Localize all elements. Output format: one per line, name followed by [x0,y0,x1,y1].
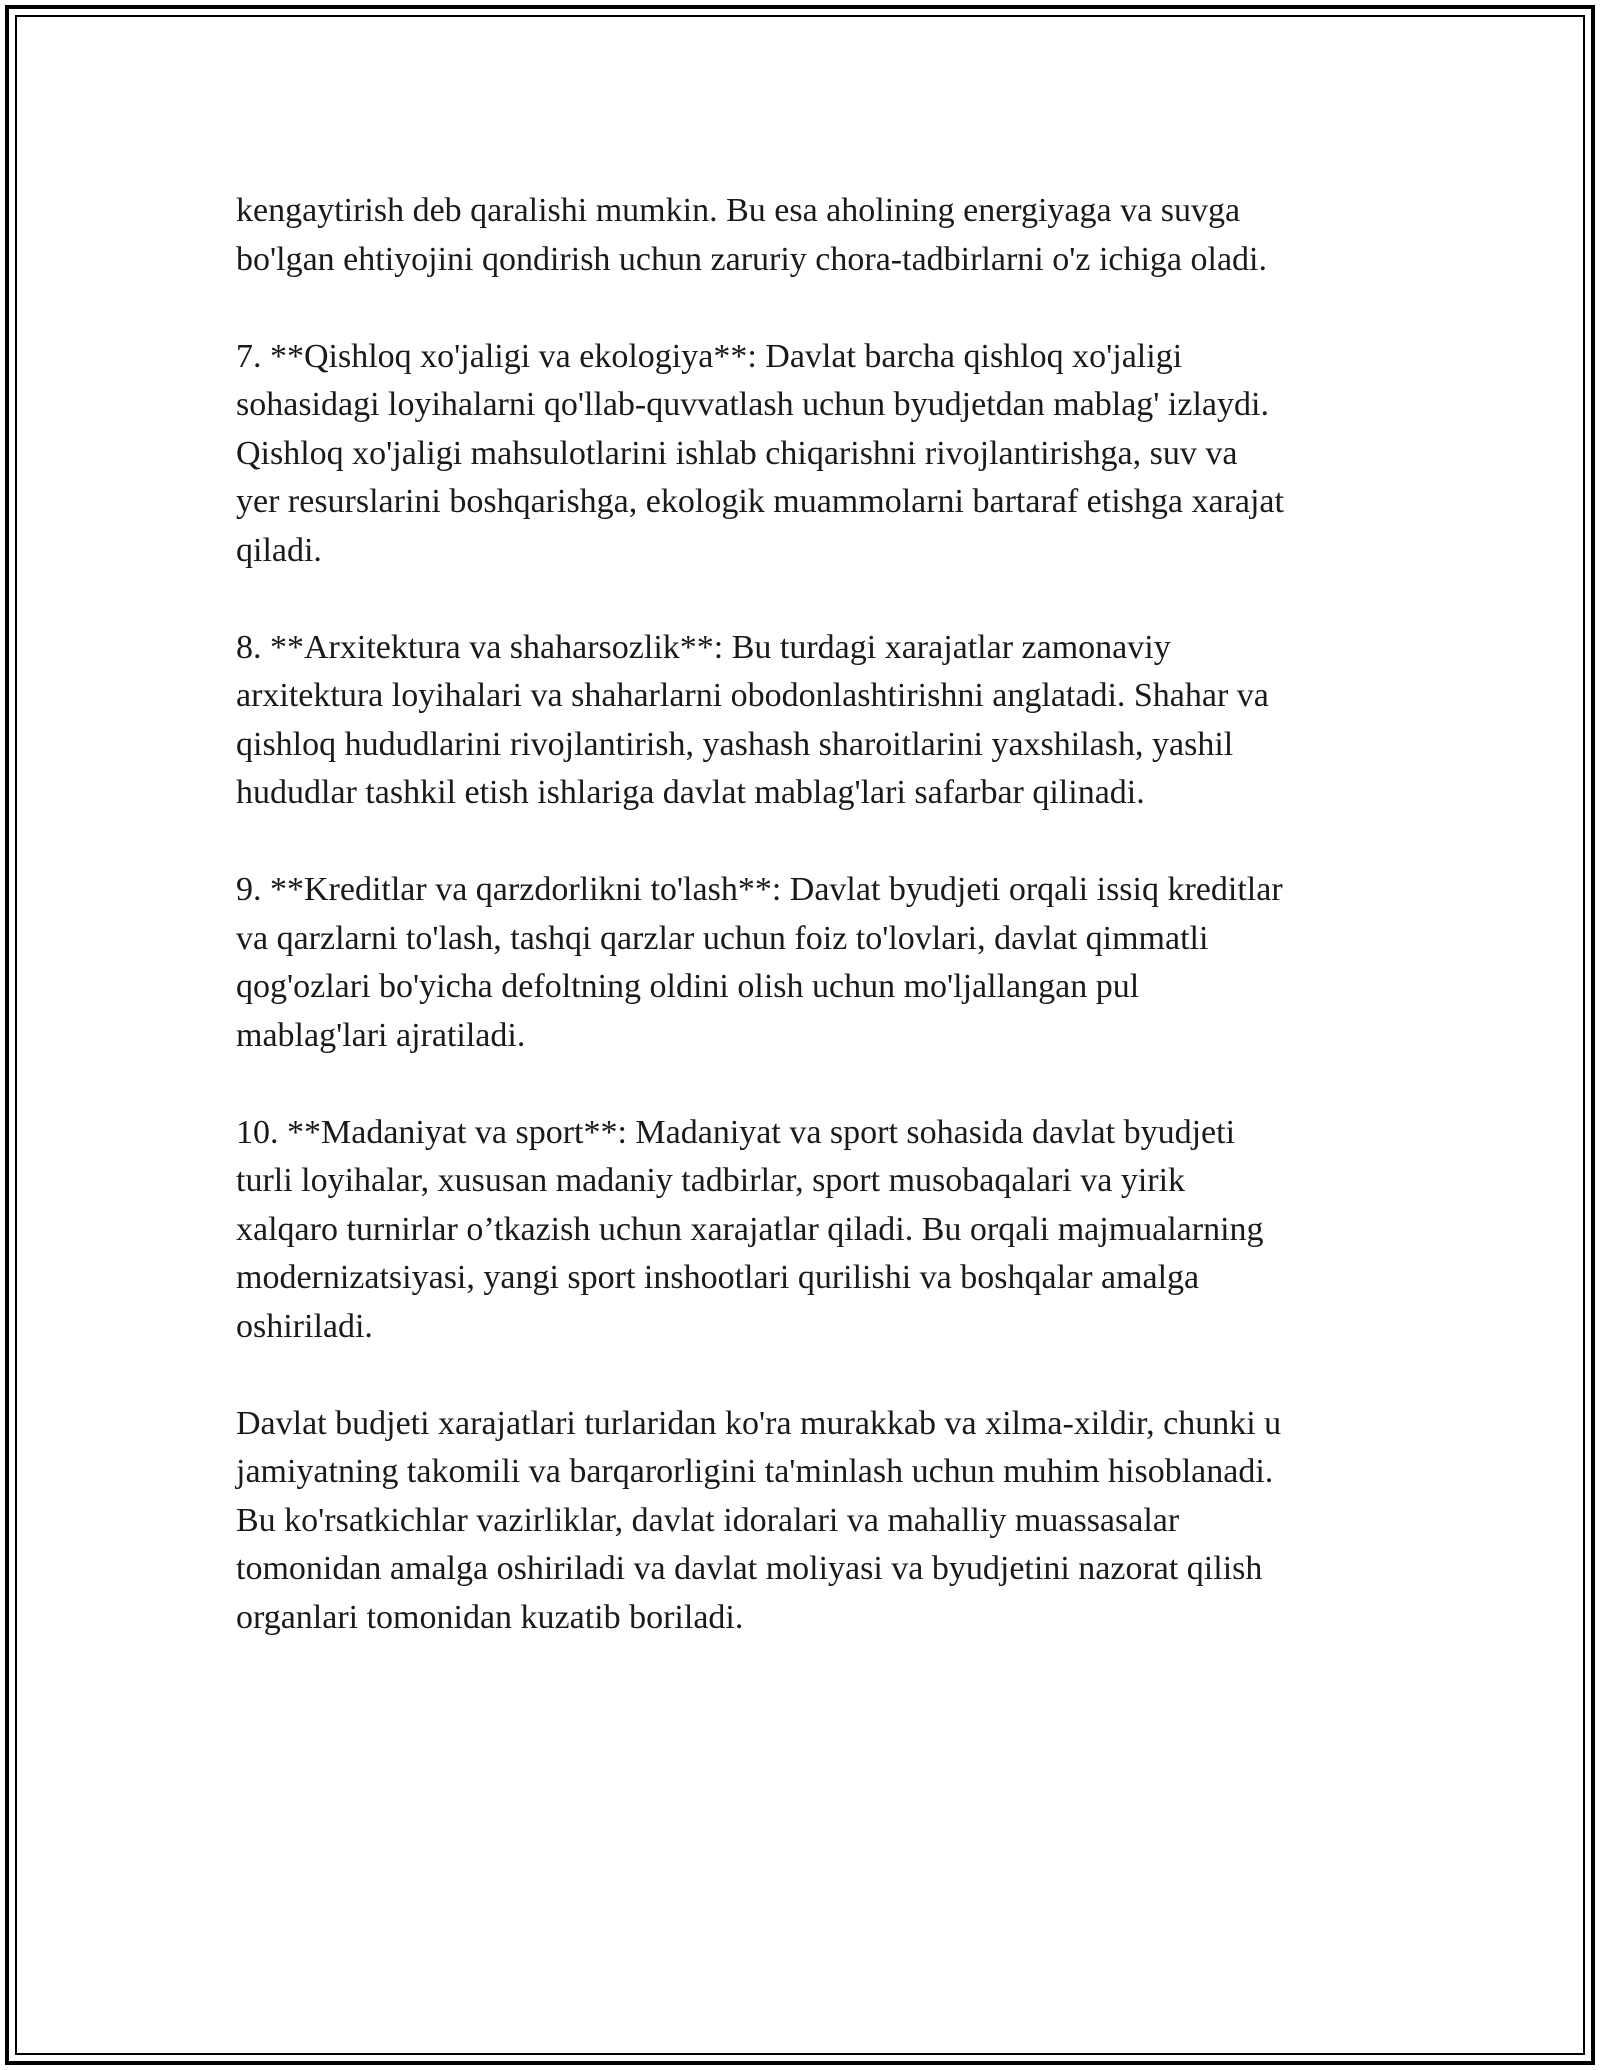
text-line: Bu ko'rsatkichlar vazirliklar, davlat idoralari va mahalliy muassasalar [236,1501,1180,1539]
paragraph-continuation [236,187,1376,284]
paragraph-item-10 [236,1109,1376,1352]
paragraph-item-8 [236,624,1376,818]
text-line: hududlar tashkil etish ishlariga davlat mablag'lari safarbar qilinadi. [236,774,1145,811]
paragraph-item-7 [236,333,1376,576]
paragraph-conclusion [236,1400,1376,1643]
text-line: yer resurslarini boshqarishga, ekologik muammolarni bartaraf etishga xarajat [236,483,1284,520]
text-line: bo'lgan ehtiyojini qondirish uchun zaruriy chora-tadbirlarni o'z ichiga oladi. [236,240,1268,278]
text-line: kengaytirish deb qaralishi mumkin. Bu esa aholining energiyaga va suvga [236,192,1241,229]
text-line: 7. **Qishloq xo'jaligi va ekologiya**: Davlat barcha qishloq xo'jaligi [236,337,1183,375]
text-line: qishloq hududlarini rivojlantirish, yashash sharoitlarini yaxshilash, yashil [236,725,1234,763]
text-line: 10. **Madaniyat va sport**: Madaniyat va sport sohasida davlat byudjeti [236,1113,1236,1151]
text-line: 9. **Kreditlar va qarzdorlikni to'lash**: Davlat byudjeti orqali issiq kreditlar [236,871,1283,908]
text-line: Qishloq xo'jaligi mahsulotlarini ishlab chiqarishni rivojlantirishga, suv va [236,434,1238,472]
text-line: jamiyatning takomili va barqarorligini ta'minlash uchun muhim hisoblanadi. [236,1453,1274,1490]
text-line: oshiriladi. [236,1307,373,1345]
text-line: va qarzlarni to'lash, tashqi qarzlar uchun foiz to'lovlari, davlat qimmatli [236,919,1209,957]
text-line: organlari tomonidan kuzatib boriladi. [236,1598,744,1636]
text-line: 8. **Arxitektura va shaharsozlik**: Bu turdagi xarajatlar zamonaviy [236,628,1171,666]
text-line: mablag'lari ajratiladi. [236,1016,526,1054]
paragraph-item-9 [236,866,1376,1060]
text-line: qog'ozlari bo'yicha defoltning oldini olish uchun mo'ljallangan pul [236,968,1140,1005]
text-line: modernizatsiyasi, yangi sport inshootlari qurilishi va boshqalar amalga [236,1259,1200,1296]
text-line: sohasidagi loyihalarni qo'llab-quvvatlash uchun byudjetdan mablag' izlaydi. [236,386,1269,423]
text-line: turli loyihalar, xususan madaniy tadbirlar, sport musobaqalari va yirik [236,1162,1186,1199]
text-line: qiladi. [236,531,322,569]
text-line: xalqaro turnirlar o’tkazish uchun xarajatlar qiladi. Bu orqali majmualarning [236,1210,1264,1248]
text-line: arxitektura loyihalari va shaharlarni obodonlashtirishni anglatadi. Shahar va [236,677,1269,714]
text-line: Davlat budjeti xarajatlari turlaridan ko'ra murakkab va xilma-xildir, chunki u [236,1404,1282,1442]
text-line: tomonidan amalga oshiriladi va davlat moliyasi va byudjetini nazorat qilish [236,1550,1263,1587]
document-body [236,187,1376,1691]
